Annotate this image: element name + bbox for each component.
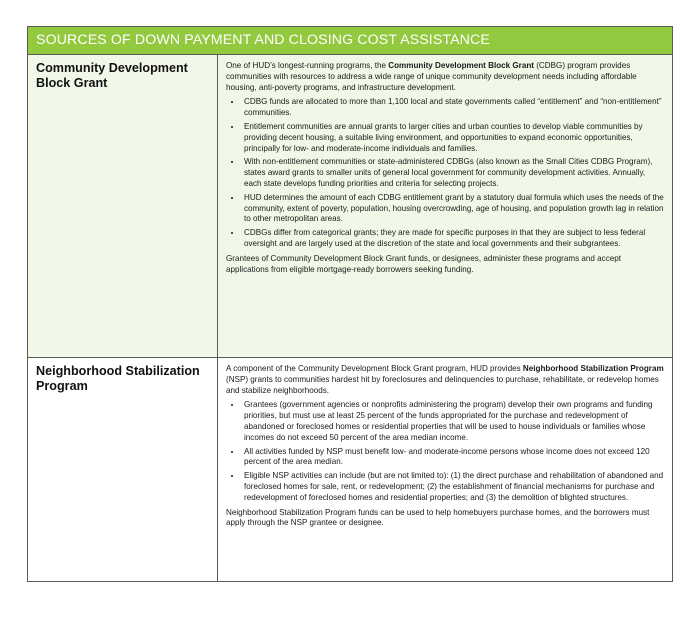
intro-text-after: (NSP) grants to communities hardest hit by foreclosures and delinquencies to purchase, rehabilitate, or redevelop homes and stabilize neighborhoods. — [226, 374, 659, 395]
table-title: SOURCES OF DOWN PAYMENT AND CLOSING COST ASSISTANCE — [28, 27, 672, 55]
intro-paragraph — [226, 61, 664, 93]
intro-text-before: One of HUD’s longest-running programs, the — [226, 61, 389, 70]
intro-text-before: A component of the Community Development Block Grant program, HUD provides — [226, 364, 523, 373]
list-item: • All activities funded by NSP must benefit low- and moderate-income persons whose income does not exceed 120 percent of the area median. — [242, 447, 664, 469]
row-description-cell — [218, 358, 672, 581]
list-item: • HUD determines the amount of each CDBG entitlement grant by a statutory dual formula which uses the needs of the community, extent of poverty, population, housing overcrowding, age of housing, and population growth lag in relation to other metropolitan areas. — [242, 193, 664, 225]
bullet-list — [226, 400, 664, 503]
closing-paragraph: Grantees of Community Development Block Grant funds, or designees, administer these programs and accept applications from eligible mortgage-ready borrowers seeking funding. — [226, 253, 621, 274]
row-label-cell — [28, 358, 218, 581]
intro-program-name: Community Development Block Grant — [388, 61, 534, 70]
table-row-cdbg — [28, 55, 672, 358]
program-name-cdbg: Community Development Block Grant — [36, 61, 188, 90]
intro-program-name: Neighborhood Stabilization Program — [522, 364, 664, 373]
table-row-nsp — [28, 358, 672, 581]
list-item: • Eligible NSP activities can include (but are not limited to): (1) the direct purchase and rehabilitation of abandoned and foreclosed homes for sale, rent, or redevelopment; (2) the establishment of financial mechanisms for purchase and redevelopment of foreclosed homes and residential properties; and (3) the demolition of blighted structures. — [242, 471, 664, 503]
assistance-table — [27, 26, 673, 582]
list-item: • CDBG funds are allocated to more than 1,100 local and state governments called “entitlement” and “non-entitlement” communities. — [242, 97, 664, 119]
closing-paragraph: Neighborhood Stabilization Program funds can be used to help homebuyers purchase homes, and the borrowers must apply through the NSP grantee or designee. — [226, 507, 650, 528]
bullet-list — [226, 97, 664, 249]
list-item: • With non-entitlement communities or state-administered CDBGs (also known as the Small Cities CDBG Program), states award grants to smaller units of general local government for community development activities. Annually, each state develops funding priorities and criteria for selecting projects. — [242, 157, 664, 189]
program-name-nsp: Neighborhood Stabilization Program — [36, 364, 200, 393]
row-label-cell — [28, 55, 218, 357]
list-item: • Grantees (government agencies or nonprofits administering the program) develop their own programs and funding priorities, but must use at least 25 percent of the funds appropriated for the purchase and redevelopment of abandoned or foreclosed homes or residential properties that will be used to house individuals or families whose incomes do not exceed 50 percent of the area median income. — [242, 400, 664, 443]
list-item: • CDBGs differ from categorical grants; they are made for specific purposes in that they are subject to less federal oversight and are largely used at the discretion of the state and local governments and their subgrantees. — [242, 228, 664, 250]
intro-text-after: (CDBG) program provides communities with resources to address a wide range of unique community development needs including affordable housing, anti-poverty programs, and infrastructure development. — [226, 61, 637, 92]
intro-paragraph — [226, 364, 664, 396]
row-description-cell — [218, 55, 672, 357]
list-item: • Entitlement communities are annual grants to larger cities and urban counties to develop viable communities by providing decent housing, a suitable living environment, and opportunities to expand economic opportunities, principally for low- and moderate-income individuals and families. — [242, 122, 664, 154]
